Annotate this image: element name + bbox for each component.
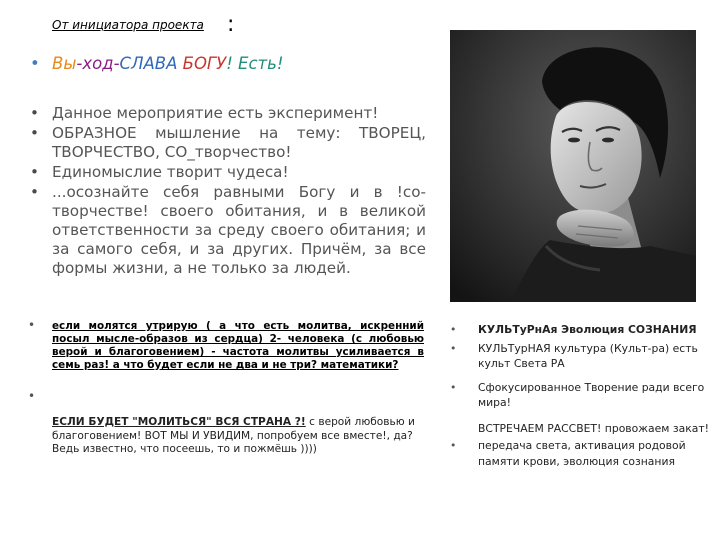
call-paragraph [52,416,424,457]
right-item [450,322,712,338]
main-item: • Данное мероприятие есть эксперимент! [30,104,426,123]
right-item [450,438,712,469]
right-item-text: КУЛЬТурНАЯ культура (Культ-ра) есть культ Света РА [478,341,698,370]
call-bold: ЕСЛИ БУДЕТ "МОЛИТЬСЯ" ВСЯ СТРАНА ?! [52,416,306,428]
right-item [450,341,712,372]
right-item-text: ВСТРЕЧАЕМ РАССВЕТ! провожаем закат! [478,421,709,435]
slogan-bogu: БОГУ [182,54,227,73]
right-item-text: передача света, активация родовой памяти крови, эволюция сознания [478,439,686,468]
main-item: • ОБРАЗНОЕ мышление на тему: ТВОРЕЦ, ТВОРЧЕСТВО, СО_творчество! [30,124,426,162]
intro-slogan [30,54,426,73]
slogan-slava: СЛАВА [119,54,183,73]
right-item [450,421,712,437]
page-title: От инициатора проекта [52,18,204,32]
title-colon: : [227,12,235,37]
slogan-vy: Вы [52,54,77,73]
slogan-hod: -ход- [76,54,120,73]
right-item-bold: КУЛЬТуРнАя Эволюция СОЗНАНИЯ [478,323,697,336]
main-list [30,104,426,279]
main-item: • ...осознайте себя равными Богу и в !со-творчестве! своего обитания, и в великой ответственности за среду своего обитания; и за самого себя, и за других. Причём, за все формы жизни, а не только за людей. [30,183,426,278]
portrait-photo [450,30,696,302]
call-rest: с верой любовью и благоговением! ВОТ МЫ И УВИДИМ, попробуем все вместе!, да? Ведь известно, что посеешь, то и пожмёшь )))) [52,416,415,455]
main-item: • Единомыслие творит чудеса! [30,163,426,182]
slogan-est: ! Есть! [226,54,284,73]
right-item-text: Сфокусированное Творение ради всего мира! [478,380,705,409]
portrait-image [450,30,696,302]
right-list [450,322,712,469]
intro-list [30,54,426,73]
right-item [450,380,712,411]
prayer-paragraph: если молятся утрирую ( а что есть молитва, искренний посыл мысле-образов из сердца) 2- человека (с любовью верой и благоговением) - частота молитвы усиливается в семь раз! а что будет если не два и не три? математики? [52,320,424,371]
